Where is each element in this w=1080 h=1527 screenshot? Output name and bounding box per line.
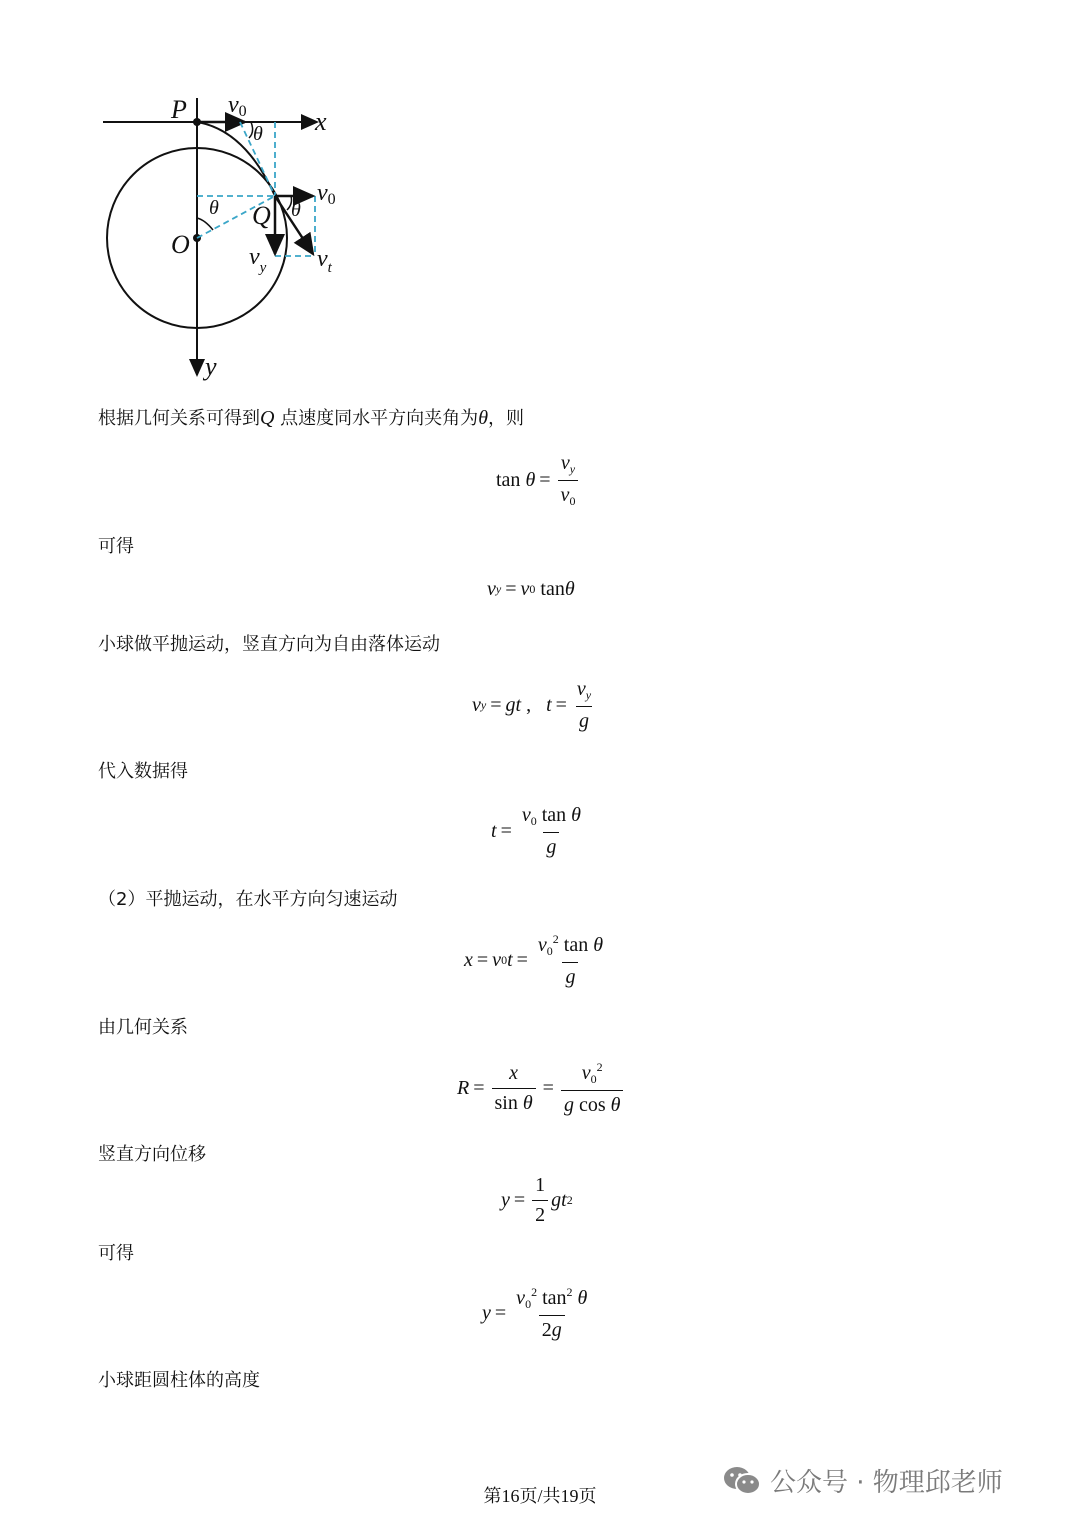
text-line-6: 由几何关系 [98, 1017, 188, 1038]
theta-arc-O [197, 218, 213, 230]
label-x: x [315, 107, 327, 136]
label-theta-top: θ [253, 123, 263, 145]
label-v0-right: v0 [317, 180, 336, 208]
text-line-5: （2）平抛运动，在水平方向匀速运动 [98, 889, 398, 910]
text-line-8: 可得 [98, 1243, 134, 1264]
equation-y-half-gt2: y = $\frac{1}{2}$ gt 2 [501, 1174, 573, 1226]
equation-y: y = $\frac{v_0^2 \tan^2 \theta}{2g}$ [482, 1285, 588, 1341]
trajectory-curve [197, 122, 275, 196]
equation-vy: v y = v 0 tan θ [487, 578, 575, 600]
text-part: ，则 [488, 408, 525, 429]
equation-t: t = $\frac{v_0 \tan \theta}{g}$ [491, 804, 581, 858]
watermark-text: 公众号 · 物理邱老师 [770, 1468, 1003, 1498]
text-line-9: 小球距圆柱体的高度 [98, 1370, 260, 1391]
symbol-Q: Q [260, 407, 275, 429]
text-part: 根据几何关系可得到 [98, 408, 260, 429]
watermark [722, 1462, 1003, 1499]
label-v0-top: v0 [228, 92, 247, 120]
text-line-1 [98, 404, 524, 430]
equation-R: R = $\frac{x}{\text{sin θ}}$ = $\frac{v_0^2}{\text{g cos θ}}$ [457, 1060, 626, 1117]
text-line-4: 代入数据得 [98, 761, 188, 782]
equation-tan-theta: tan θ = $\frac{v_y}{v_0}$ [496, 452, 581, 509]
label-theta-Q: θ [291, 199, 301, 221]
text-line-2: 可得 [98, 536, 134, 557]
label-vt: $v_t$ [317, 246, 332, 276]
label-O: O [171, 230, 190, 259]
text-part: 点速度同水平方向夹角为 [274, 408, 479, 429]
text-line-3: 小球做平抛运动，竖直方向为自由落体运动 [98, 634, 440, 655]
physics-diagram [95, 90, 455, 390]
equation-x: x = v 0 t = $\frac{v_0^2 \tan \theta}{g}$ [464, 932, 604, 988]
text-line-7: 竖直方向位移 [98, 1144, 206, 1165]
label-theta-O: θ [209, 197, 219, 219]
symbol-theta: θ [478, 407, 489, 429]
wechat-icon [722, 1464, 762, 1498]
label-P: P [171, 95, 187, 124]
equation-vy-gt: v y = gt , t = $\frac{v_y}{g}$ [472, 678, 592, 732]
label-y: y [205, 352, 217, 381]
label-Q: Q [252, 201, 271, 230]
page-footer: 第16页/共19页 [483, 1486, 597, 1506]
label-vy: $v_y$ [249, 244, 267, 276]
